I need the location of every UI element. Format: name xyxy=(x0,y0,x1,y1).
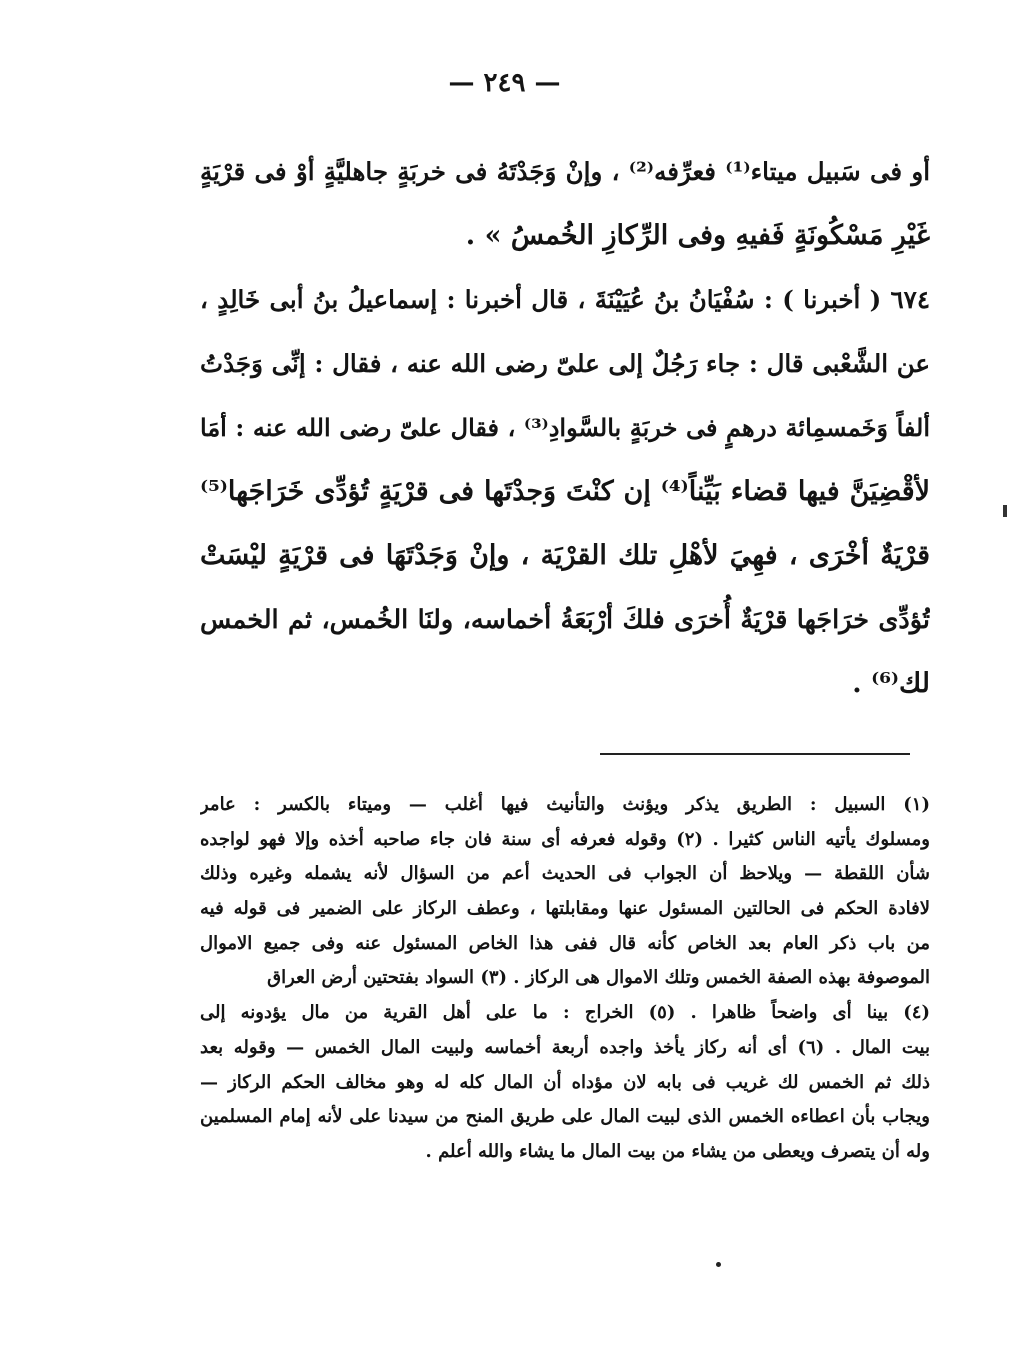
main-text-line: قرْيَةٌ أخْرَى ، فهِيَ لأهْلِ تلك القرْيَة ، وإنْ وَجَدْتَهَا فى قرْيَةٍ ليْسَتْ xyxy=(200,540,930,571)
main-text-line: لأقْضِيَنَّ فيها قضاء بَيِّناً⁽⁴⁾ إن كنْتَ وَجدْتَها فى قرْيَةٍ تُؤدِّى خَرَاجَها⁽⁵⁾ xyxy=(200,476,930,507)
main-text-line: عن الشَّعْبى قال : جاء رَجُلٌ إلى علىّ رضى الله عنه ، فقال : إنِّى وَجَدْتُ xyxy=(200,349,930,378)
footnote-line: (٤) بينا أى واضحاً ظاهرا . (٥) الخراج : ما على أهل القرية من مال يؤدونه إلى xyxy=(200,1002,930,1024)
main-text-line: ألفاً وَخَمسمِائة درهمٍ فى خربَةٍ بالسَّوادِ⁽³⁾ ، فقال علىّ رضى الله عنه : أمَا xyxy=(200,413,930,442)
footnote-line: بيت المال . (٦) أى أنه ركاز يأخذ واجده أربعة أخماسه ولبيت المال الخمس — وقوله بعد xyxy=(200,1036,930,1058)
footnote-line: لافادة الحكم فى الحالتين المسئول عنها ومقابلتها ، وعطف الركاز على الضمير فى قوله فيه xyxy=(200,898,930,920)
footnotes-section xyxy=(200,788,930,1170)
page-number: — ٢٤٩ — xyxy=(448,68,561,98)
main-text-line: تُؤدِّى خرَاجَها قرْيَةٌ أُخرَى فلكَ أرْبَعَةُ أخماسه، ولنَا الخُمس، ثم الخمس xyxy=(200,605,930,635)
footnote-line: ويجاب بأن اعطاءه الخمس الذى لبيت المال على طريق المنح من سيدنا على لأنه إمام المسلمين xyxy=(200,1106,930,1128)
scan-speck xyxy=(716,1262,721,1267)
main-text-line: أو فى سَبيل ميتاء⁽¹⁾ فعرِّفه⁽²⁾ ، وإنْ وَجَدْتَهُ فى خربَةٍ جاهليَّةٍ أوْ فى قرْيَةٍ xyxy=(200,157,930,186)
main-text-line: ٦٧٤ ( أخبرنا ) : سُفْيَانُ بنُ عُيَيْنَةَ ، قال أخبرنا : إسماعيلُ بنُ أبى خَالِدٍ ، xyxy=(200,285,930,314)
main-text-line: لك⁽⁶⁾ . xyxy=(852,668,930,699)
scan-edge-mark xyxy=(1003,505,1007,517)
main-text-line: غَيْرِ مَسْكُونَةٍ فَفيهِ وفى الرِّكازِ الخُمسُ » . xyxy=(465,220,930,251)
footnote-line: وله أن يتصرف ويعطى من يشاء من بيت المال ما يشاء والله أعلم . xyxy=(425,1140,930,1162)
footnote-line: الموصوفة بهذه الصفة الخمس وتلك الاموال هى الركاز . (٣) السواد بفتحتين أرض العراق xyxy=(267,967,930,989)
main-text-body xyxy=(200,140,930,716)
footnote-line: شأن اللقطة — ويلاحظ أن الجواب فى الحديث أعم من السؤال لأنه يشمله وغيره وذلك xyxy=(200,863,930,885)
footnote-line: ذلك ثم الخمس لك غريب فى بابه لان مؤداه أن المال كله له وهو مخالف الحكم الركاز — xyxy=(200,1071,930,1093)
footnote-line: من باب ذكر العام بعد الخاص كأنه قال ففى هذا الخاص المسئول عنه وفى جميع الاموال xyxy=(200,932,930,954)
footnote-separator xyxy=(600,753,910,755)
footnote-line: ومسلوك يأتيه الناس كثيرا . (٢) وقوله فعرفه أى سنة فان جاء صاحبه أخذه وإلا فهو لواجده xyxy=(200,828,930,850)
footnote-line: (١) السبيل : الطريق يذكر ويؤنث والتأنيث فيها أغلب — وميتاء بالكسر : عامر xyxy=(200,794,930,815)
